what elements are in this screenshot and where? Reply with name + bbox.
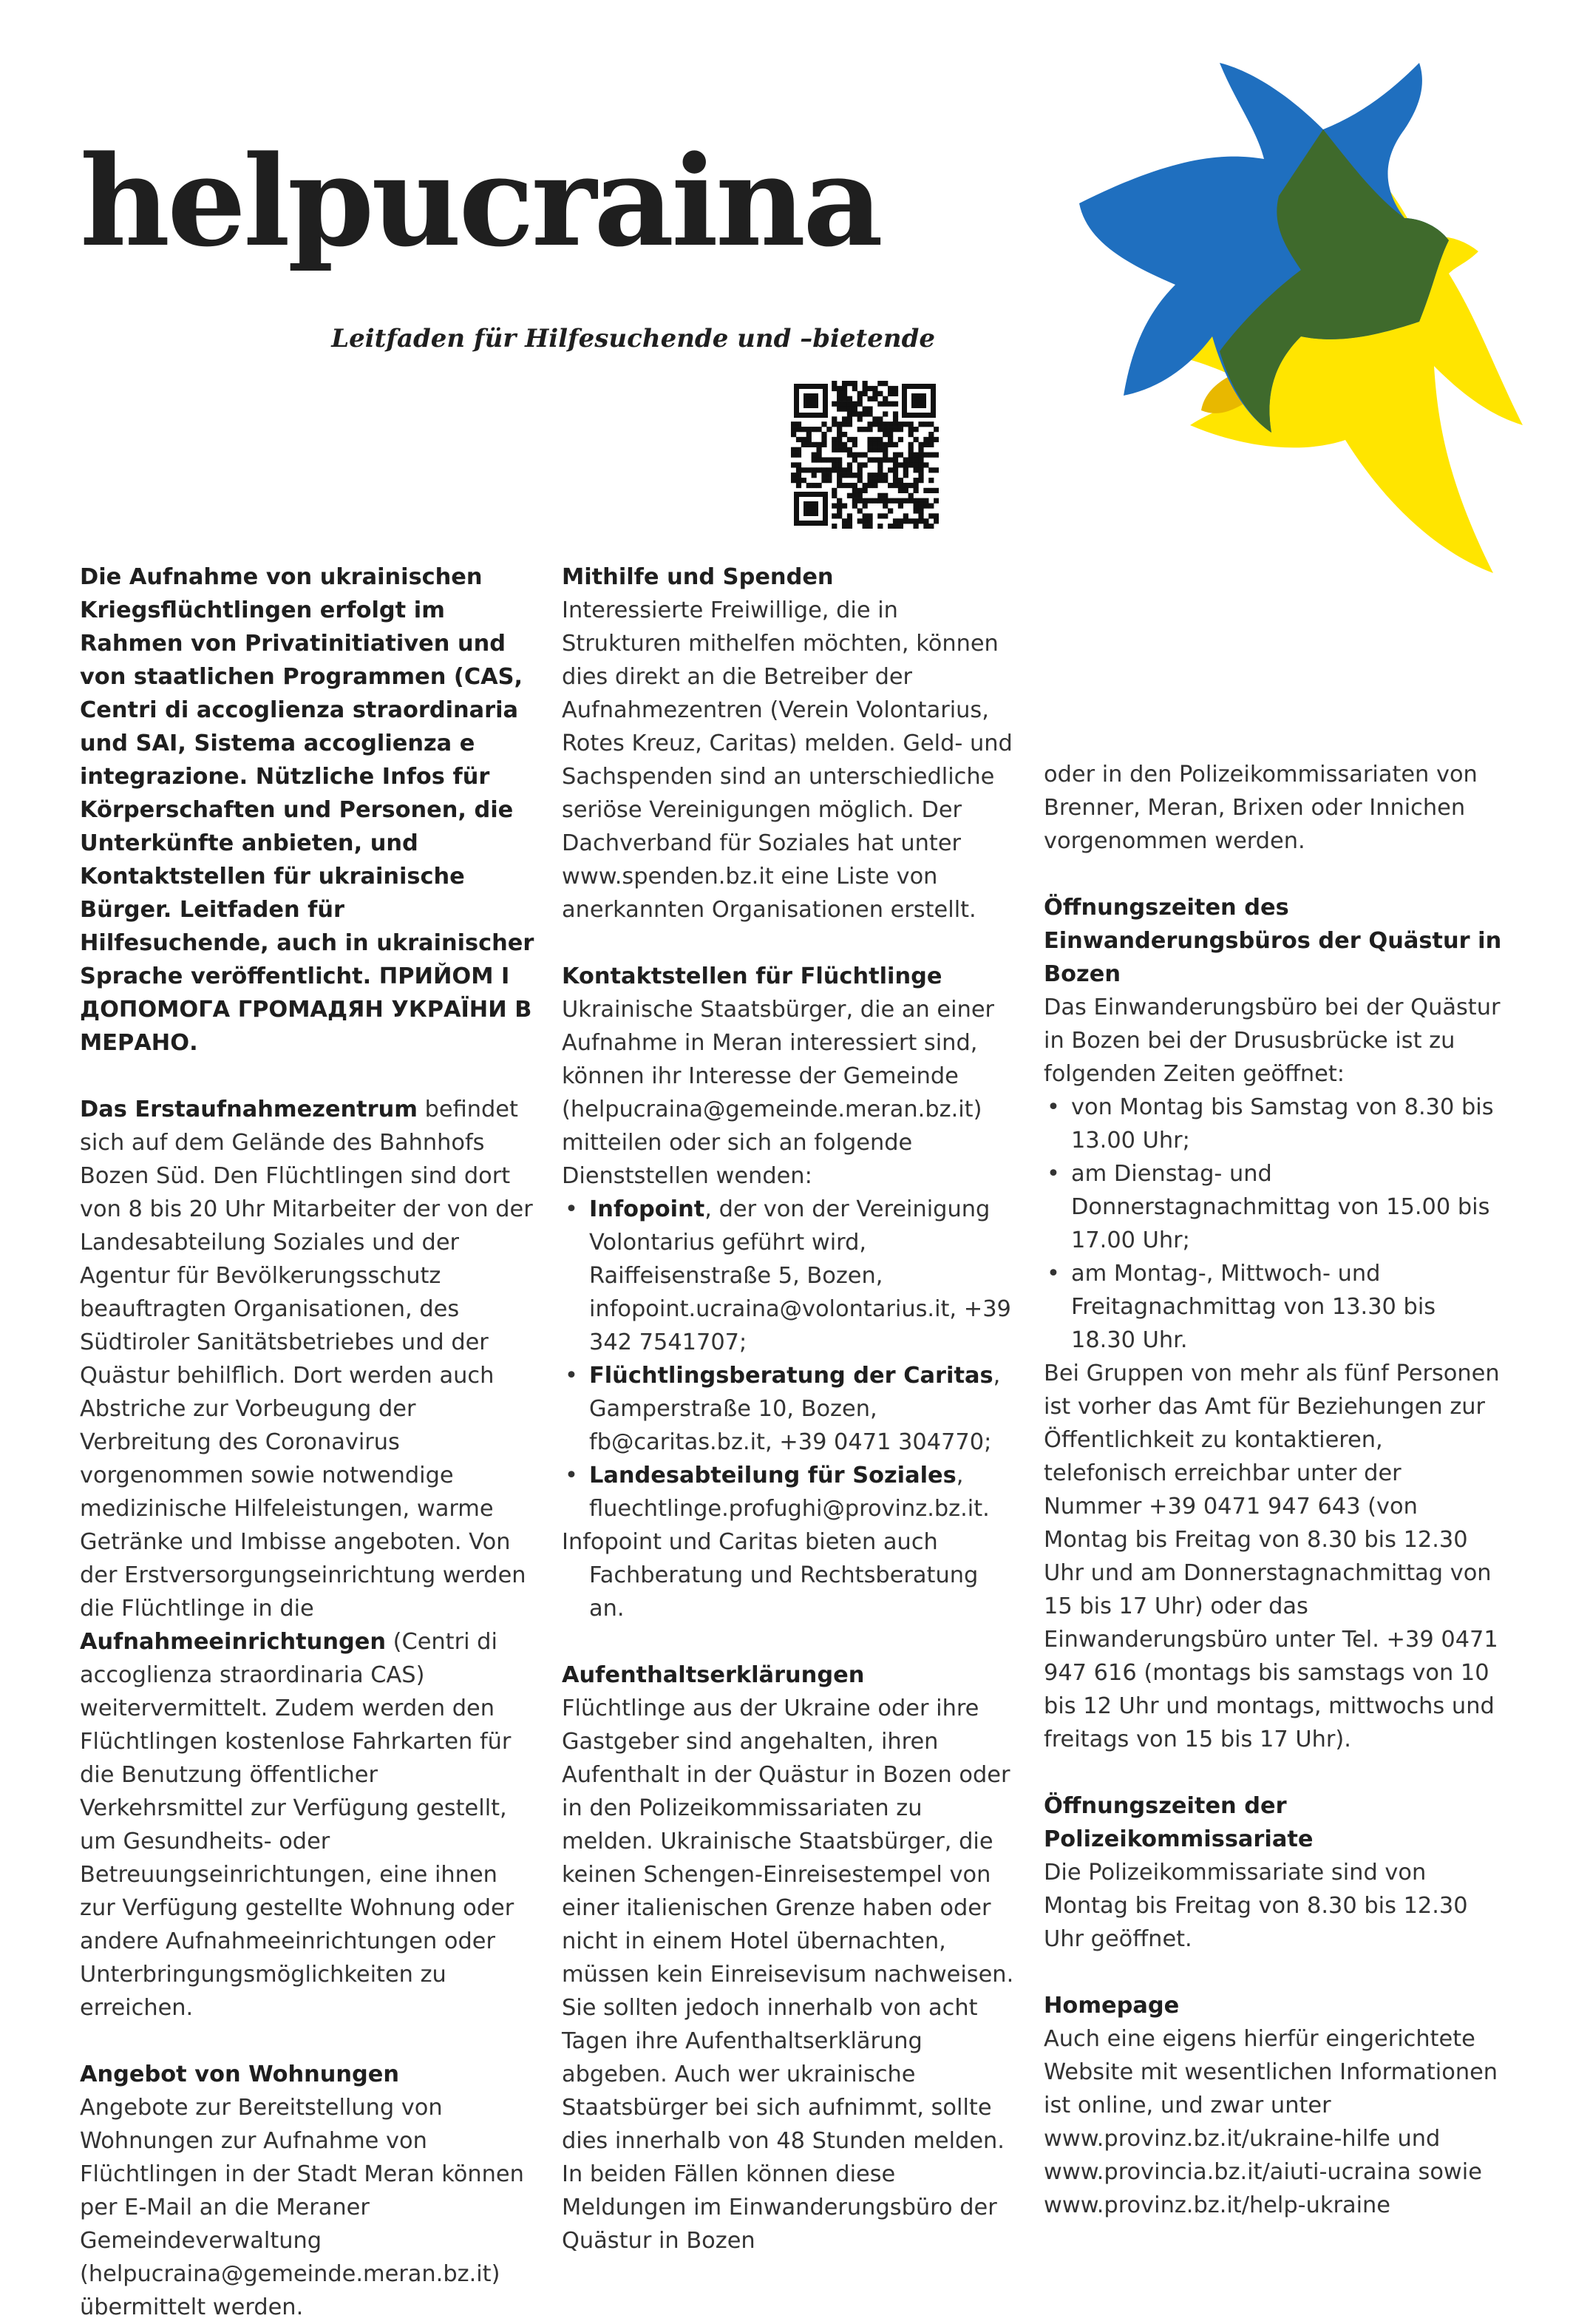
- list-item-text: , fluechtlinge.profughi@provinz.bz.it.: [589, 1463, 990, 1522]
- oeffnungszeiten-heading: Öffnungszeiten des Einwanderungsbüros der Quästur in Bozen: [1044, 895, 1502, 987]
- list-item-text: , der von der Vereinigung Volontarius geführt wird, Raiffeisenstraße 5, Bozen, infopoint.ucraina@volontarius.it, +39 342 7541707;: [589, 1196, 1011, 1355]
- erstaufnahme-term: Das Erstaufnahmezentrum: [80, 1097, 418, 1122]
- list-item: • von Montag bis Samstag von 8.30 bis 13.00 Uhr;: [1044, 1091, 1502, 1157]
- kontakt-list: [562, 1193, 1020, 1525]
- column-2: [562, 560, 1020, 2257]
- page-title: helpucraina: [80, 128, 880, 274]
- homepage-text: Auch eine eigens hierfür eingerichtete Website mit wesentlichen Informationen ist online, und zwar unter: [1044, 2026, 1498, 2118]
- homepage-link[interactable]: www.provinz.bz.it/ukraine-hilfe und: [1044, 2126, 1441, 2152]
- page-subtitle: Leitfaden für Hilfesuchende und –bietende: [331, 324, 935, 353]
- mithilfe-heading: Mithilfe und Spenden: [562, 564, 834, 590]
- polizei-heading: Öffnungszeiten der Polizeikommissariate: [1044, 1793, 1314, 1852]
- list-item-title: Flüchtlingsberatung der Caritas: [589, 1363, 993, 1389]
- aufenthalt-heading: Aufenthaltserklärungen: [562, 1662, 865, 1688]
- erstaufnahme-paragraph: [80, 1093, 538, 2025]
- list-item: [562, 1459, 1020, 1525]
- wohnungen-heading: Angebot von Wohnungen: [80, 2062, 400, 2087]
- kontakt-after-text: Infopoint und Caritas bieten auch Fachberatung und Rechtsberatung an.: [562, 1529, 979, 1622]
- list-item-title: Infopoint: [589, 1196, 705, 1222]
- erstaufnahme-text: befindet sich auf dem Gelände des Bahnhofs Bozen Süd. Den Flüchtlingen sind dort von 8 bis 20 Uhr Mitarbeiter der von der Landesabteilung Soziales und der Agentur für Bevölkerungsschutz beauftragten Organisationen, des Südtiroler Sanitätsbetriebes und der Quästur behilflich. Dort werden auch Abstriche zur Vorbeugung der Verbreitung des Coronavirus vorgenommen sowie notwendige medizinische Hilfeleistungen, warme Getränke und Imbisse angeboten. Von der Erstversorgungseinrichtung werden die Flüchtlinge in die: [80, 1097, 533, 1622]
- column-3: [1044, 758, 1502, 2222]
- list-item-title: Landesabteilung für Soziales: [589, 1463, 957, 1488]
- wohnungen-text: Angebote zur Bereitstellung von Wohnungen zur Aufnahme von Flüchtlingen in der Stadt Meran können per E-Mail an die Meraner Gemeindeverwaltung (helpucraina@gemeinde.meran.bz.it) übermittelt werden.: [80, 2095, 524, 2320]
- continuation-text: oder in den Polizeikommissariaten von Brenner, Meran, Brixen oder Innichen vorgenommen werden.: [1044, 762, 1478, 854]
- oeffnungszeiten-after: Bei Gruppen von mehr als fünf Personen ist vorher das Amt für Beziehungen zur Öffentlichkeit zu kontaktieren, telefonisch erreichbar unter der Nummer +39 0471 947 643 (von Montag bis Freitag von 8.30 bis 12.30 Uhr und am Donnerstagnachmittag von 15 bis 17 Uhr) oder das Einwanderungsbüro unter Tel. +39 0471 947 616 (montags bis samstags von 10 bis 12 Uhr und montags, mittwochs und freitags von 15 bis 17 Uhr).: [1044, 1361, 1500, 1752]
- kontakt-heading: Kontaktstellen für Flüchtlinge: [562, 963, 942, 989]
- list-item: [562, 1359, 1020, 1459]
- homepage-link[interactable]: www.provinz.bz.it/help-ukraine: [1044, 2192, 1390, 2218]
- dove-logo: [1035, 41, 1538, 603]
- oeffnungszeiten-text: Das Einwanderungsbüro bei der Quästur in Bozen bei der Drususbrücke ist zu folgenden Zeiten geöffnet:: [1044, 995, 1501, 1087]
- list-item: • am Dienstag- und Donnerstagnachmittag von 15.00 bis 17.00 Uhr;: [1044, 1157, 1502, 1257]
- mithilfe-text: Interessierte Freiwillige, die in Strukturen mithelfen möchten, können dies direkt an die Betreiber der Aufnahmezentren (Verein Volontarius, Rotes Kreuz, Caritas) melden. Geld- und Sachspenden sind an unterschiedliche seriöse Vereinigungen möglich. Der Dachverband für Soziales hat unter www.spenden.bz.it eine Liste von anerkannten Organisationen erstellt.: [562, 597, 1013, 923]
- list-item-text: , Gamperstraße 10, Bozen, fb@caritas.bz.it, +39 0471 304770;: [589, 1363, 1001, 1455]
- kontakt-text: Ukrainische Staatsbürger, die an einer Aufnahme in Meran interessiert sind, können ihr Interesse der Gemeinde (helpucraina@gemeinde.meran.bz.it) mitteilen oder sich an folgende Dienststellen wenden:: [562, 997, 995, 1189]
- column-1: [80, 560, 538, 2324]
- erstaufnahme-text-2: (Centri di accoglienza straordinaria CAS) weitervermittelt. Zudem werden den Flüchtlingen kostenlose Fahrkarten für die Benutzung öffentlicher Verkehrsmittel zur Verfügung gestellt, um Gesundheits- oder Betreuungseinrichtungen, eine ihnen zur Verfügung gestellte Wohnung oder andere Aufnahmeeinrichtungen oder Unterbringungsmöglichkeiten zu erreichen.: [80, 1629, 514, 2021]
- aufnahme-term: Aufnahmeeinrichtungen: [80, 1629, 386, 1655]
- list-item: [562, 1193, 1020, 1359]
- list-item: • am Montag-, Mittwoch- und Freitagnachmittag von 13.30 bis 18.30 Uhr.: [1044, 1257, 1502, 1357]
- polizei-text: Die Polizeikommissariate sind von Montag bis Freitag von 8.30 bis 12.30 Uhr geöffnet.: [1044, 1860, 1468, 1952]
- homepage-heading: Homepage: [1044, 1993, 1180, 2019]
- aufenthalt-text: Flüchtlinge aus der Ukraine oder ihre Gastgeber sind angehalten, ihren Aufenthalt in der Quästur in Bozen oder in den Polizeikommissariaten zu melden. Ukrainische Staatsbürger, die keinen Schengen-Einreisestempel von einer italienischen Grenze haben oder nicht in einem Hotel übernachten, müssen kein Einreisevisum nachweisen. Sie sollten jedoch innerhalb von acht Tagen ihre Aufenthaltserklärung abgeben. Auch wer ukrainische Staatsbürger bei sich aufnimmt, sollte dies innerhalb von 48 Stunden melden. In beiden Fällen können diese Meldungen im Einwanderungsbüro der Quästur in Bozen: [562, 1695, 1014, 2254]
- qr-code-icon[interactable]: [791, 381, 939, 529]
- times-list: [1044, 1091, 1502, 1357]
- homepage-link[interactable]: www.provincia.bz.it/aiuti-ucraina sowie: [1044, 2159, 1482, 2185]
- intro-paragraph: Die Aufnahme von ukrainischen Kriegsflüchtlingen erfolgt im Rahmen von Privatinitiativen und von staatlichen Programmen (CAS, Centri di accoglienza straordinaria und SAI, Sistema accoglienza e integrazione. Nützliche Infos für Körperschaften und Personen, die Unterkünfte anbieten, und Kontaktstellen für ukrainische Bürger. Leitfaden für Hilfesuchende, auch in ukrainischer Sprache veröffentlicht. ПРИЙОМ І ДОПОМОГА ГРОМАДЯН УКРАЇНИ В МЕРАНО.: [80, 564, 534, 1056]
